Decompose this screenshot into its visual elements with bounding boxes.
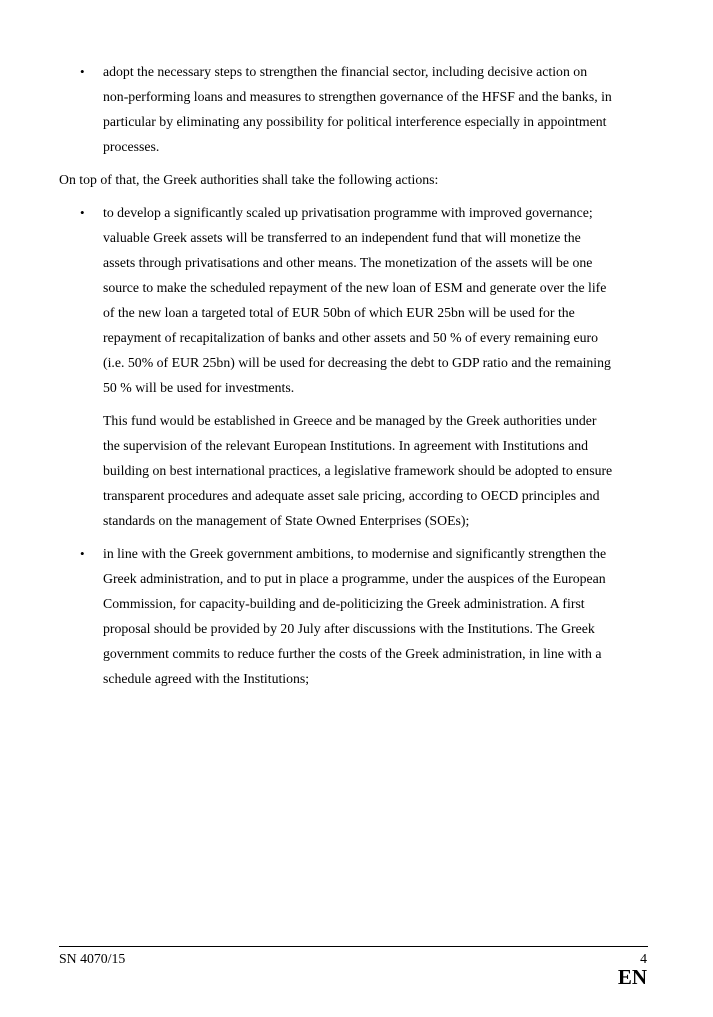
footer-document-id: SN 4070/15	[59, 951, 126, 966]
bullet-2-line-8: 50 % will be used for investments.	[103, 380, 295, 395]
footer-language-code: EN	[617, 965, 647, 989]
bullet-2-line-1: to develop a significantly scaled up privatisation programme with improved governance;	[103, 205, 593, 220]
intro-paragraph: On top of that, the Greek authorities shall take the following actions:	[59, 172, 439, 187]
bullet-3-line-6: schedule agreed with the Institutions;	[103, 671, 310, 686]
bullet-2-para-2-line-3: building on best international practices, a legislative framework should be adopted to ensure	[103, 463, 613, 478]
bullet-2-para-2-line-5: standards on the management of State Owned Enterprises (SOEs);	[103, 513, 470, 528]
bullet-2-para-2-line-1: This fund would be established in Greece and be managed by the Greek authorities under	[103, 413, 597, 428]
footer-divider	[59, 946, 648, 947]
bullet-2-line-6: repayment of recapitalization of banks and other assets and 50 % of every remaining euro	[103, 330, 598, 345]
bullet-2-line-7: (i.e. 50% of EUR 25bn) will be used for decreasing the debt to GDP ratio and the remaining	[103, 355, 611, 370]
bullet-marker: •	[80, 64, 85, 79]
bullet-3-line-4: proposal should be provided by 20 July after discussions with the Institutions. The Greek	[103, 621, 595, 636]
bullet-3-line-5: government commits to reduce further the costs of the Greek administration, in line with a	[103, 646, 602, 661]
bullet-3-line-1: in line with the Greek government ambitions, to modernise and significantly strengthen the	[103, 546, 607, 561]
bullet-marker: •	[80, 546, 85, 561]
bullet-1-line-3: particular by eliminating any possibility for political interference especially in appointment	[103, 114, 607, 129]
bullet-1-line-1: adopt the necessary steps to strengthen the financial sector, including decisive action on	[103, 64, 588, 79]
bullet-2-line-5: of the new loan a targeted total of EUR 50bn of which EUR 25bn will be used for the	[103, 305, 575, 320]
bullet-marker: •	[80, 205, 85, 220]
bullet-2-para-2-line-4: transparent procedures and adequate asset sale pricing, according to OECD principles and	[103, 488, 600, 503]
bullet-3-line-2: Greek administration, and to put in place a programme, under the auspices of the European	[103, 571, 606, 586]
bullet-1-line-2: non-performing loans and measures to strengthen governance of the HFSF and the banks, in	[103, 89, 612, 104]
footer-page-number: 4	[640, 951, 647, 966]
bullet-2-line-3: assets through privatisations and other means. The monetization of the assets will be one	[103, 255, 593, 270]
bullet-2-line-2: valuable Greek assets will be transferred to an independent fund that will monetize the	[103, 230, 581, 245]
bullet-3-line-3: Commission, for capacity-building and de-politicizing the Greek administration. A first	[103, 596, 585, 611]
bullet-1-line-4: processes.	[103, 139, 160, 154]
bullet-2-para-2-line-2: the supervision of the relevant European Institutions. In agreement with Institutions and	[103, 438, 589, 453]
bullet-2-line-4: source to make the scheduled repayment of the new loan of ESM and generate over the life	[103, 280, 607, 295]
